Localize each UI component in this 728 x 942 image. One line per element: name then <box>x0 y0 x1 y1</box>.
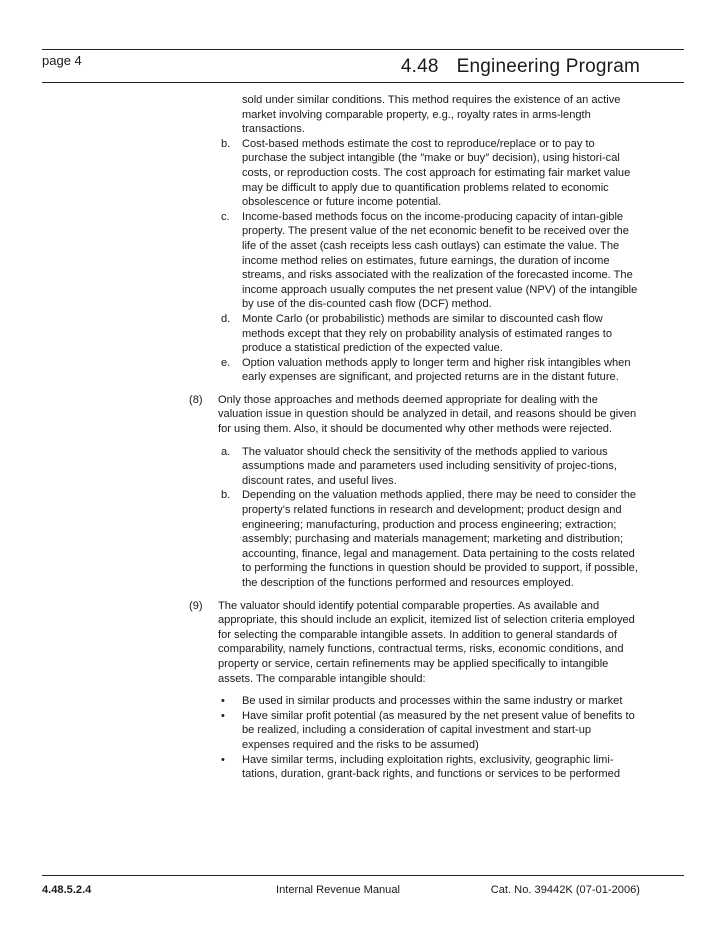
method-text: Cost-based methods estimate the cost to reproduce/replace or to pay to purchase the subject intangible (the ″make or buy″ decision), using histori-cal costs, or reproduction costs. The cost approach for estimating fair market value may be difficult to apply due to quantification problems related to economic obsolescence or future income potential. <box>242 137 631 209</box>
paragraph-number: (9) <box>189 599 203 612</box>
list-item <box>0 488 728 590</box>
list-marker: b. <box>221 137 231 150</box>
section-heading <box>401 56 640 78</box>
bullet-icon: • <box>221 753 225 766</box>
bullet-text: Have similar profit potential (as measured by the net present value of benefits to be realized, including a consideration of capital investment and start-up expenses required and the risks to be assumed) <box>242 709 635 751</box>
bullet-icon: • <box>221 709 225 722</box>
bullet-text: Have similar terms, including exploitation rights, exclusivity, geographic limi-tations, duration, grant-back rights, and functions or services to be performed <box>242 753 621 781</box>
bullet-item <box>0 709 728 753</box>
bullet-icon: • <box>221 695 225 708</box>
footer-rule <box>42 875 684 876</box>
list-marker: c. <box>221 210 230 223</box>
list-item <box>0 93 728 137</box>
list-item <box>0 356 728 385</box>
header-rule-bottom <box>42 82 684 83</box>
bullet-item <box>0 753 728 782</box>
list-item <box>0 210 728 312</box>
list-item <box>0 445 728 489</box>
page-label: page 4 <box>42 53 82 68</box>
list-item <box>0 137 728 210</box>
method-text: Monte Carlo (or probabilistic) methods are similar to discounted cash flow methods except that they rely on probability analysis of estimated ranges to produce a statistical prediction of the expected value. <box>242 312 612 355</box>
page-body <box>0 93 728 782</box>
footer-section-ref: 4.48.5.2.4 <box>42 884 92 896</box>
bullet-item <box>0 694 728 709</box>
subitem-text: Depending on the valuation methods applied, there may be need to consider the property's related functions in research and development; product design and engineering; manufacturing, production and process engineering; extraction; assembly; purchasing and materials management; marketing and distribution; accounting, finance, legal and management. Data pertaining to the costs related to performing the functions in question should be provided to support, if possible, the description of the functions performed and resources employed. <box>242 489 638 589</box>
list-marker: d. <box>221 312 231 325</box>
section-number: 4.48 <box>400 56 439 77</box>
list-item <box>0 312 728 356</box>
list-marker: b. <box>221 489 231 502</box>
method-text: Income-based methods focus on the income-producing capacity of intan-gible property. The present value of the net economic benefit to be received over the life of the asset (cash receipts less cash outlays) can estimate the value. The income method relies on estimates, future earnings, the duration of income streams, and risks associated with the realization of the forecasted income. The income approach usually computes the net present value (NPV) of the intangible by use of the dis-counted cash flow (DCF) method. <box>242 210 638 311</box>
method-a-continued: sold under similar conditions. This method requires the existence of an active market involving comparable property, e.g., royalty rates in arms-length transactions. <box>242 94 621 136</box>
bullet-text: Be used in similar products and processes within the same industry or market <box>242 695 623 708</box>
footer-manual-title: Internal Revenue Manual <box>276 884 400 896</box>
list-marker: a. <box>221 445 231 458</box>
method-text: Option valuation methods apply to longer term and higher risk intangibles when early expenses are significant, and projected returns are in the distant future. <box>242 356 631 384</box>
footer-catalog-number: Cat. No. 39442K (07-01-2006) <box>490 884 640 896</box>
header-rule <box>42 49 684 50</box>
list-marker: e. <box>221 356 231 369</box>
subitem-text: The valuator should check the sensitivity of the methods applied to various assumptions made and parameters used including sensitivity of projec-tions, discount rates, and useful lives. <box>242 445 617 487</box>
paragraph-8 <box>0 393 728 437</box>
section-title: Engineering Program <box>456 56 640 77</box>
paragraph-text: Only those approaches and methods deemed appropriate for dealing with the valuation issue in question should be analyzed in detail, and reasons should be given for using them. Also, it should be documented why other methods were rejected. <box>218 393 637 436</box>
paragraph-text: The valuator should identify potential comparable properties. As available and appropriate, this should include an explicit, itemized list of selection criteria employed for selecting the comparable intangible assets. In addition to general standards of comparability, namely functions, contractual terms, risks, economic conditions, and property or service, certain refinements may be applied specifically to intangible assets. The comparable intangible should: <box>218 599 635 685</box>
paragraph-9 <box>0 599 728 687</box>
paragraph-number: (8) <box>189 393 203 406</box>
